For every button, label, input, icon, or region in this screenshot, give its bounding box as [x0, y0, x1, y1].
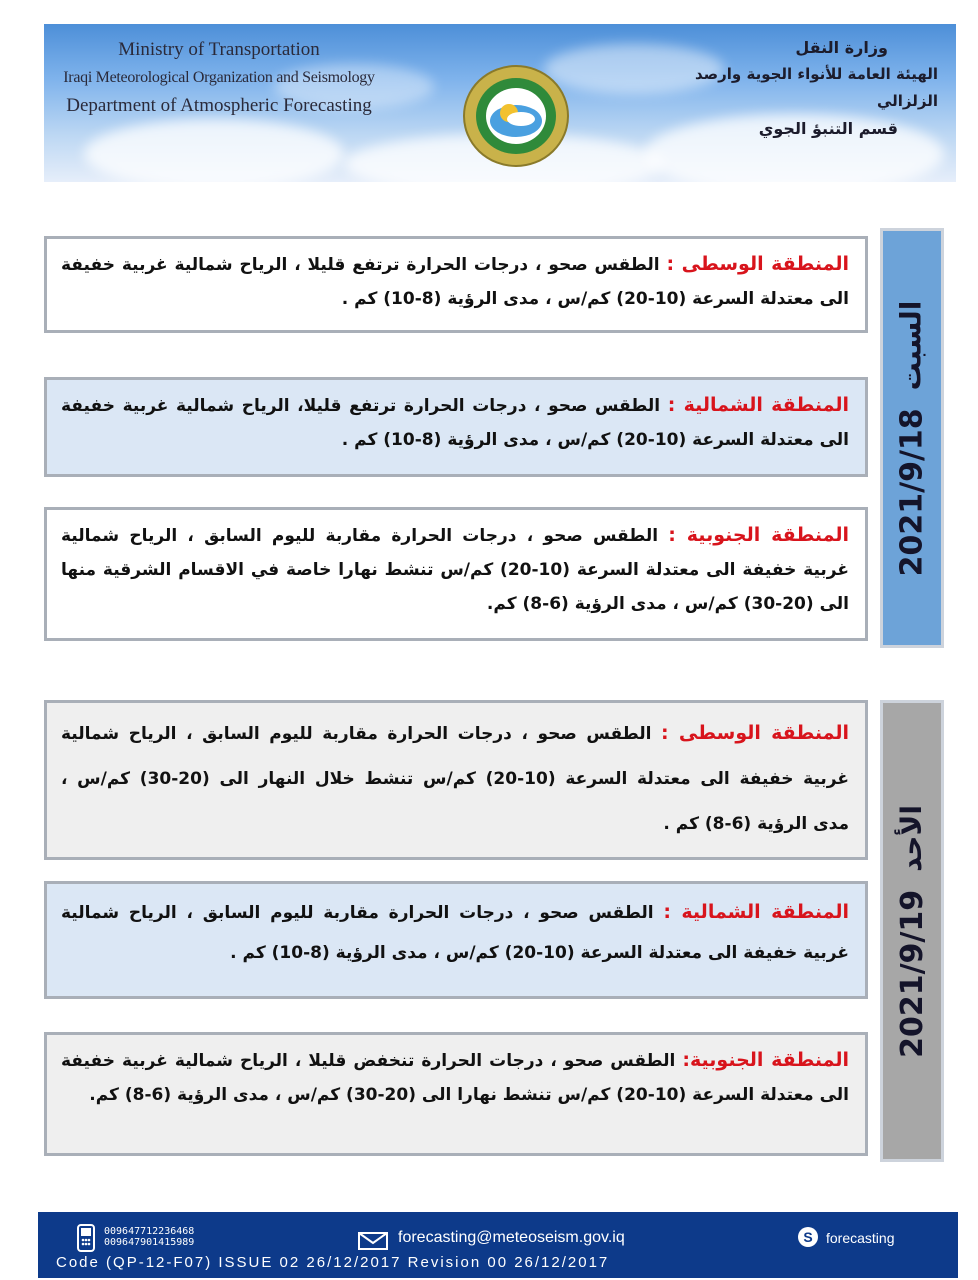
region-label: المنطقة الشمالية : [667, 394, 849, 416]
document-code: Code (QP-12-F07) ISSUE 02 26/12/2017 Revision 00 26/12/2017 [56, 1254, 610, 1271]
date-tab-sunday [880, 700, 944, 1162]
department-name-ar: قسم التنبؤ الجوي [758, 119, 898, 138]
day-name: الأحد [894, 804, 928, 872]
date-tab-saturday [880, 228, 944, 648]
mail-icon [358, 1232, 388, 1250]
forecast-text: غربية خفيفة الى معتدلة السرعة (10-20) كم/س ، مدى الرؤية (8-10) كم . [230, 943, 849, 963]
phone-number: 009647712236468 [104, 1226, 195, 1237]
day-name: السبت [894, 300, 928, 390]
forecast-text: الطقس صحو ، درجات الحرارة مقاربة لليوم السابق ، الرياح شمالية [61, 903, 654, 923]
forecast-text: الى معتدلة السرعة (10-20) كم/س تنشط نهارا الى (20-30) كم/س ، مدى الرؤية (6-8) كم. [89, 1085, 849, 1105]
region-label: المنطقة الجنوبية: [682, 1049, 849, 1071]
ministry-english-title [54, 36, 384, 120]
forecast-text: الطقس صحو ، درجات الحرارة ترتفع قليلا ، الرياح شمالية غربية خفيفة [61, 255, 660, 275]
forecast-text: الى معتدلة السرعة (10-20) كم/س ، مدى الرؤية (8-10) كم . [341, 430, 849, 450]
ministry-arabic-title [638, 34, 938, 142]
forecast-central-day2 [44, 700, 868, 860]
region-label: المنطقة الوسطى : [661, 722, 850, 744]
organization-logo-icon [461, 61, 571, 171]
ministry-name-en: Ministry of Transportation [118, 39, 320, 60]
forecast-south-day2 [44, 1032, 868, 1156]
date-label: 2021/9/18 [894, 407, 930, 576]
forecast-text: الطقس صحو ، درجات الحرارة ترتفع قليلا، الرياح شمالية غربية خفيفة [61, 396, 661, 416]
forecast-text: الطقس صحو ، درجات الحرارة مقاربة لليوم السابق ، الرياح شمالية [61, 526, 659, 546]
forecast-north-day2 [44, 881, 868, 999]
forecast-south-day1 [44, 507, 868, 641]
forecast-text: غربية خفيفة الى معتدلة السرعة (10-20) كم/س تنشط نهارا خاصة في الاقسام الشرقية منها [61, 560, 849, 580]
forecast-text: الى معتدلة السرعة (10-20) كم/س ، مدى الرؤية (8-10) كم . [341, 289, 849, 309]
department-name-en: Department of Atmospheric Forecasting [66, 95, 372, 116]
forecast-text: مدى الرؤية (6-8) كم . [663, 814, 849, 834]
region-label: المنطقة الوسطى : [666, 253, 849, 275]
organization-name-en: Iraqi Meteorological Organization and Seismology [63, 69, 375, 86]
skype-handle[interactable]: forecasting [826, 1230, 895, 1246]
contact-footer [38, 1212, 958, 1278]
forecast-north-day1 [44, 377, 868, 477]
organization-name-ar: الهيئة العامة للأنواء الجوية وارصد الزلزالي [694, 65, 938, 110]
forecast-text: غربية خفيفة الى معتدلة السرعة (10-20) كم/س تنشط خلال النهار الى (20-30) كم/س ، [61, 769, 849, 789]
region-label: المنطقة الشمالية : [663, 901, 849, 923]
skype-icon: S [798, 1227, 818, 1247]
region-label: المنطقة الجنوبية : [668, 524, 849, 546]
forecast-central-day1 [44, 236, 868, 333]
forecast-text: الى (20-30) كم/س ، مدى الرؤية (6-8) كم. [486, 594, 849, 614]
phone-icon [76, 1224, 96, 1252]
forecast-text: الطقس صحو ، درجات الحرارة تنخفض قليلا ، الرياح شمالية غربية خفيفة [61, 1051, 676, 1071]
date-label: 2021/9/19 [894, 889, 930, 1058]
phone-number: 009647901415989 [104, 1237, 195, 1248]
header-banner [44, 24, 956, 182]
ministry-name-ar: وزارة النقل [795, 38, 888, 57]
phone-numbers [104, 1226, 194, 1248]
forecast-text: الطقس صحو ، درجات الحرارة مقاربة لليوم السابق ، الرياح شمالية [61, 724, 652, 744]
email-link[interactable]: forecasting@meteoseism.gov.iq [398, 1229, 625, 1246]
